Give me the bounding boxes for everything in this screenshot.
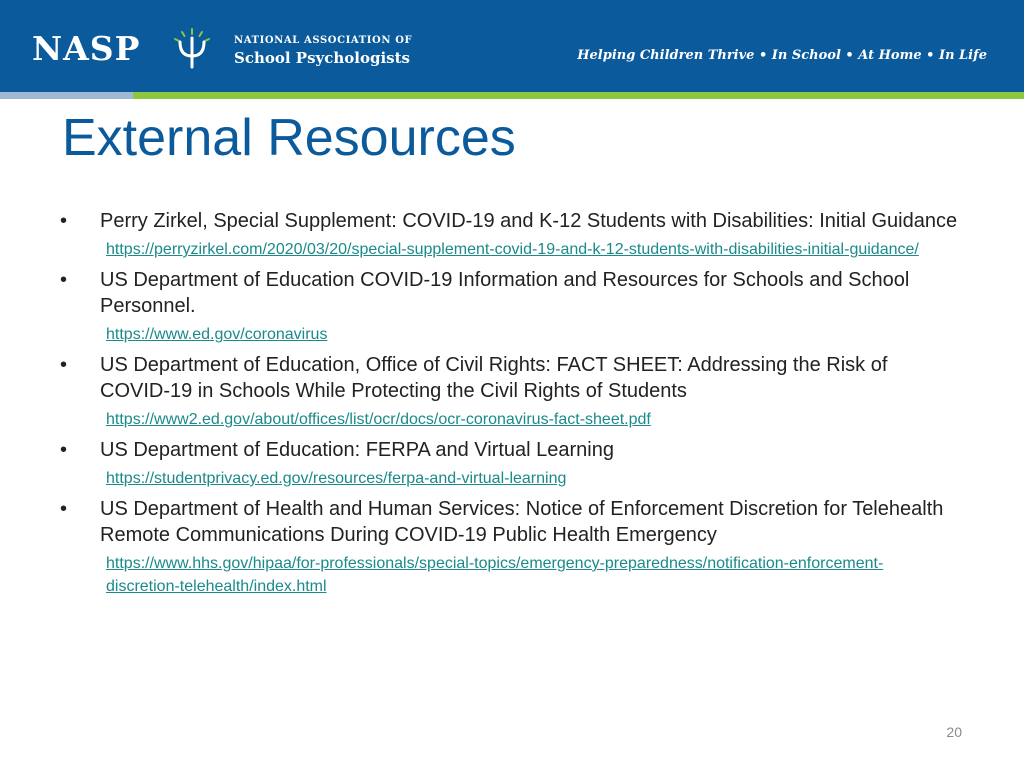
accent-stripe-left (0, 92, 133, 99)
psi-icon (170, 26, 214, 70)
resource-item (0, 208, 1024, 261)
org-name-line1: NATIONAL ASSOCIATION OF (234, 35, 413, 46)
resource-item (0, 352, 1024, 431)
bullet-marker: • (60, 354, 68, 376)
header-banner (0, 0, 1024, 92)
resource-title: US Department of Health and Human Services: Notice of Enforcement Discretion for Telehealth Remote Communications During COVID-19 Public Health Emergency (100, 498, 944, 546)
slide-title: External Resources (62, 109, 516, 167)
resource-link[interactable]: https://perryzirkel.com/2020/03/20/special-supplement-covid-19-and-k-12-students-with-disabilities-initial-guidance/ (106, 241, 919, 258)
resource-title: Perry Zirkel, Special Supplement: COVID-19 and K-12 Students with Disabilities: Initial Guidance (100, 210, 958, 232)
bullet-marker: • (60, 269, 68, 291)
resource-link[interactable]: https://www2.ed.gov/about/offices/list/ocr/docs/ocr-coronavirus-fact-sheet.pdf (106, 411, 651, 428)
bullet-marker: • (60, 210, 68, 232)
resource-title: US Department of Education COVID-19 Information and Resources for Schools and School Personnel. (100, 269, 910, 317)
logo-wordmark: NASP (32, 29, 141, 68)
page-number: 20 (946, 724, 962, 740)
accent-stripe (0, 92, 1024, 99)
resource-item (0, 267, 1024, 346)
bullet-marker: • (60, 439, 68, 461)
org-name-line2: School Psychologists (234, 49, 410, 67)
resource-link[interactable]: https://studentprivacy.ed.gov/resources/ferpa-and-virtual-learning (106, 470, 567, 487)
tagline: Helping Children Thrive • In School • At Home • In Life (577, 48, 987, 63)
resource-item (0, 496, 1024, 598)
resource-item (0, 437, 1024, 490)
bullet-marker: • (60, 498, 68, 520)
resource-link[interactable]: https://www.hhs.gov/hipaa/for-professionals/special-topics/emergency-preparedness/notification-enforcement-discretion-telehealth/index.html (106, 555, 884, 595)
resource-list (0, 208, 1024, 604)
resource-title: US Department of Education, Office of Civil Rights: FACT SHEET: Addressing the Risk of COVID-19 in Schools While Protecting the Civil Rights of Students (100, 354, 888, 402)
resource-title: US Department of Education: FERPA and Virtual Learning (100, 439, 614, 461)
resource-link[interactable]: https://www.ed.gov/coronavirus (106, 326, 328, 343)
